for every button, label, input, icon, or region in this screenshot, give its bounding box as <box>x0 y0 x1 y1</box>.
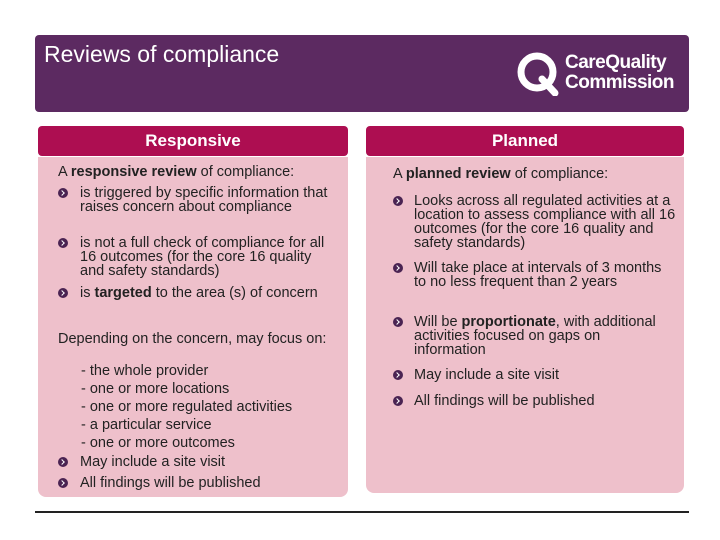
bullet-icon <box>393 196 403 206</box>
planned-intro: A planned review of compliance: <box>393 166 609 182</box>
bullet-icon <box>393 317 403 327</box>
logo-line-2: Commission <box>565 72 675 93</box>
focus-item: - one or more outcomes <box>81 435 235 451</box>
bullet-icon <box>393 370 403 380</box>
bullet-icon <box>58 457 68 467</box>
planned-bullet-5: All findings will be published <box>414 393 595 409</box>
responsive-intro: A responsive review of compliance: <box>58 164 295 180</box>
title-banner <box>35 35 689 112</box>
focus-item: - a particular service <box>81 417 212 433</box>
responsive-heading: Responsive <box>38 126 348 156</box>
planned-bullet-3: Will be proportionate, with additional activities focused on gaps on information <box>414 314 656 358</box>
footer-rule <box>35 511 689 513</box>
bullet-icon <box>58 288 68 298</box>
bullet-icon <box>58 238 68 248</box>
planned-bullet-2: Will take place at intervals of 3 months to no less frequent than 2 years <box>414 260 662 290</box>
planned-bullet-4: May include a site visit <box>414 367 560 383</box>
responsive-bullet-5: All findings will be published <box>80 475 261 491</box>
planned-heading: Planned <box>366 126 684 156</box>
bullet-icon <box>393 263 403 273</box>
responsive-bullet-4: May include a site visit <box>80 454 226 470</box>
responsive-bullet-3: is targeted to the area (s) of concern <box>80 285 318 301</box>
bullet-icon <box>58 478 68 488</box>
cqc-q-icon <box>515 50 561 96</box>
focus-item: - the whole provider <box>81 363 209 379</box>
page-title: Reviews of compliance <box>44 41 280 67</box>
responsive-bullet-2: is not a full check of compliance for all 16 outcomes (for the core 16 quality and safety standards) <box>80 235 325 279</box>
bullet-icon <box>393 396 403 406</box>
logo-line-1: CareQuality <box>565 52 667 73</box>
responsive-bullet-1: is triggered by specific information that raises concern about compliance <box>80 185 328 215</box>
cqc-logo <box>515 43 681 103</box>
responsive-focus-text: Depending on the concern, may focus on: <box>58 331 327 347</box>
planned-bullet-1: Looks across all regulated activities at a location to assess compliance with all 16 outcomes (for the core 16 quality and safety standards) <box>414 193 676 251</box>
bullet-icon <box>58 188 68 198</box>
focus-item: - one or more locations <box>81 381 230 397</box>
focus-item: - one or more regulated activities <box>81 399 293 415</box>
